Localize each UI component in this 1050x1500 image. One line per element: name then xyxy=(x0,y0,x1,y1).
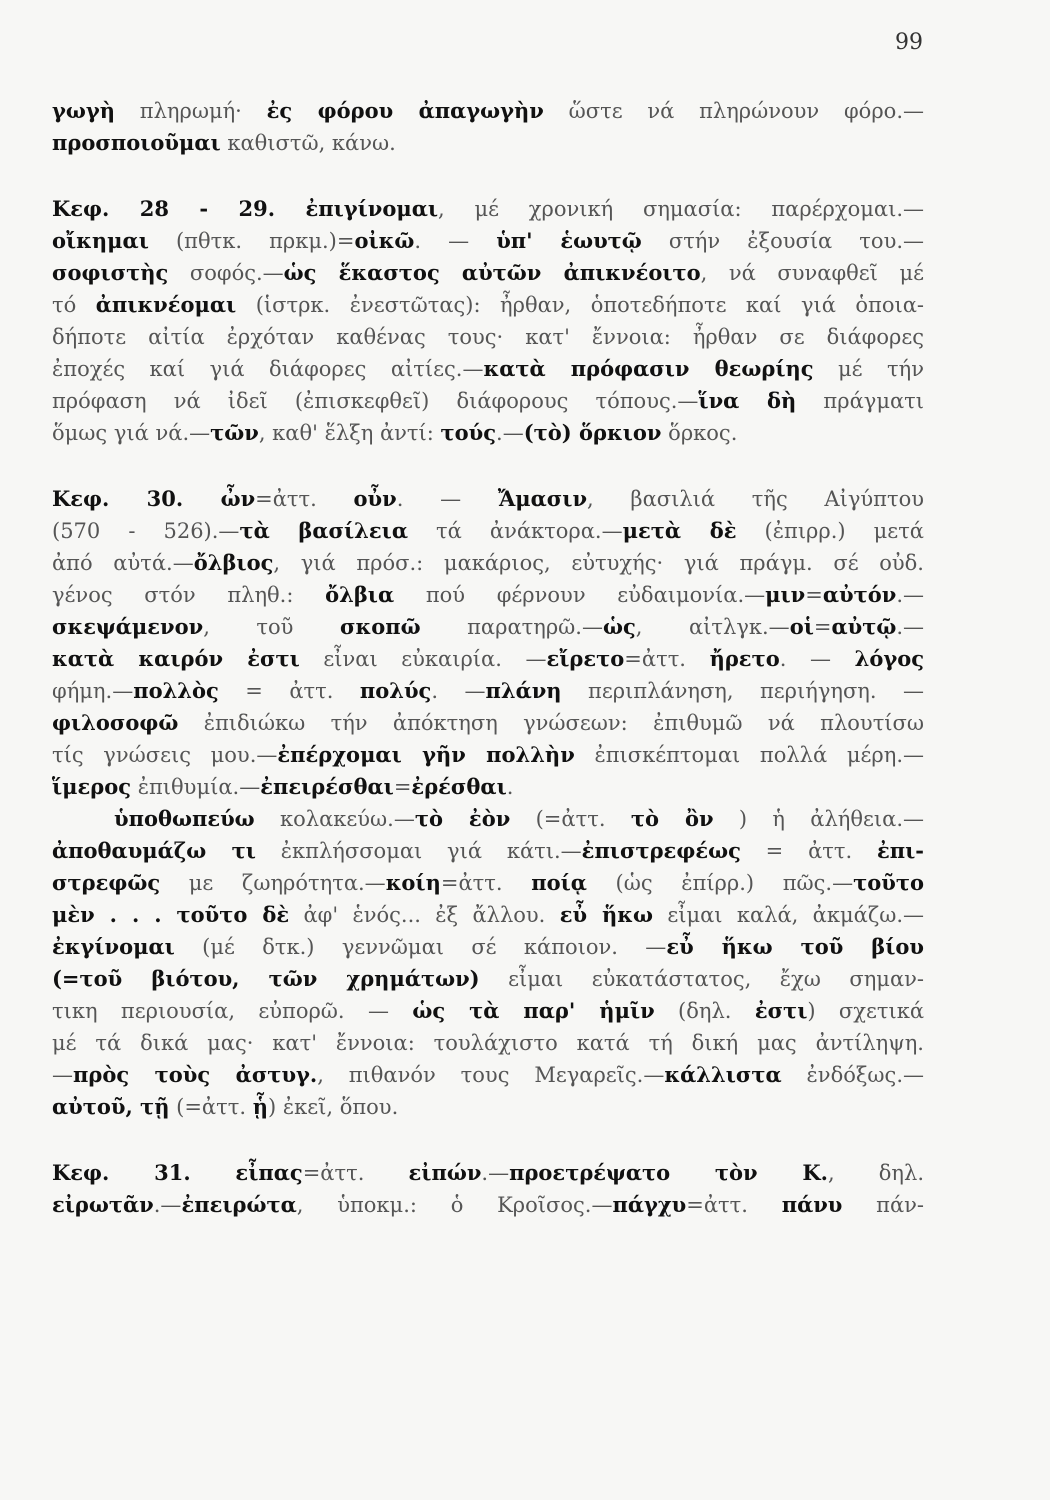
gloss-text: ἐπισκέπτομαι πολλά μέρη.— xyxy=(574,743,924,767)
gloss-text: (ἐπιρρ.) μετά xyxy=(736,519,924,543)
gloss-text: περιπλάνηση, περιήγηση. — xyxy=(561,679,924,703)
greek-term: ἐρέσθαι xyxy=(411,774,507,799)
greek-term: ὑπ' ἑωυτῷ xyxy=(496,228,642,253)
gloss-text: , δηλ. xyxy=(827,1161,924,1185)
gloss-text: , γιά πρόσ.: μακάριος, εὐτυχής· γιά πράγμ. σέ οὐδ. xyxy=(273,551,924,575)
page-number: 99 xyxy=(895,30,923,55)
greek-term: γωγὴ xyxy=(52,98,115,123)
text-line xyxy=(52,257,924,289)
gloss-text: (μέ δτκ.) γεννῶμαι σέ κάποιον. — xyxy=(174,935,667,959)
greek-term: τὸ ὂν xyxy=(630,806,714,831)
gloss-text: μέ τήν xyxy=(813,357,924,381)
gloss-text: στήν ἐξουσία του.— xyxy=(641,229,924,253)
gloss-text: . — xyxy=(414,229,497,253)
greek-term: Κεφ. 28 - 29. ἐπιγίνομαι xyxy=(52,196,439,221)
text-line xyxy=(52,353,924,385)
gloss-text: ) σχετικά xyxy=(807,999,924,1023)
greek-term: ὡς xyxy=(602,614,636,639)
text-line xyxy=(52,547,924,579)
text-line xyxy=(52,707,924,739)
greek-term: αὐτόν xyxy=(822,582,897,607)
gloss-text: ἐπιδιώκω τήν ἀπόκτηση γνώσεων: ἐπιθυμῶ νά πλουτίσω xyxy=(178,711,924,735)
gloss-text: πληρωμή· xyxy=(115,99,267,123)
greek-term: τούς xyxy=(440,420,497,445)
gloss-text: (δηλ. xyxy=(654,999,755,1023)
gloss-text: , αἰτλγκ.— xyxy=(635,615,790,639)
greek-term: Ἄμασιν xyxy=(497,486,588,511)
text-line xyxy=(52,739,924,771)
gloss-text: (ἱστρκ. ἐνεστῶτας): ἦρθαν, ὁποτεδήποτε καί γιά ὁποια- xyxy=(236,293,924,317)
gloss-text: ἀπό αὐτά.— xyxy=(52,551,194,575)
text-line xyxy=(52,675,924,707)
gloss-text: με ζωηρότητα.— xyxy=(160,871,386,895)
greek-term: ἀποθαυμάζω τι xyxy=(52,838,256,863)
text-line xyxy=(52,835,924,867)
gloss-text: .— xyxy=(896,583,924,607)
gloss-text: , μέ χρονική σημασία: παρέρχομαι.— xyxy=(438,197,924,221)
text-line xyxy=(52,193,924,225)
greek-term: πολλὸς xyxy=(133,678,219,703)
text-line xyxy=(52,95,924,127)
text-line xyxy=(52,1189,924,1221)
greek-term: σοφιστὴς xyxy=(52,260,169,285)
greek-term: Κεφ. 30. ὦν xyxy=(52,486,256,511)
text-line xyxy=(52,931,924,963)
gloss-text: σοφός.— xyxy=(168,261,284,285)
greek-term: μιν xyxy=(765,582,806,607)
gloss-text: ) ἐκεῖ, ὅπου. xyxy=(267,1095,399,1119)
greek-term: ἐπειρέσθαι xyxy=(260,774,394,799)
gloss-text: τίς γνώσεις μου.— xyxy=(52,743,278,767)
gloss-text: ἐποχές καί γιά διάφορες αἰτίες.— xyxy=(52,357,484,381)
greek-term: κατὰ καιρόν ἐστι xyxy=(52,646,300,671)
text-line xyxy=(52,579,924,611)
gloss-text: παρατηρῶ.— xyxy=(420,615,603,639)
text-line xyxy=(52,483,924,515)
greek-term: ἐκγίνομαι xyxy=(52,934,175,959)
text-line xyxy=(52,417,924,449)
greek-term: (τὸ) ὅρκιον xyxy=(523,420,662,445)
gloss-text: ἐνδόξως.— xyxy=(781,1063,924,1087)
text-line xyxy=(52,643,924,675)
text-line xyxy=(52,321,924,353)
greek-term: ὄλβια xyxy=(325,582,395,607)
greek-term: εὖ ἥκω xyxy=(559,902,654,927)
text-line xyxy=(52,289,924,321)
greek-term: οἴκημαι xyxy=(52,228,149,253)
gloss-text: μέ τά δικά μας· κατ' ἔννοια: τουλάχιστο κατά τή δική μας ἀντίληψη. xyxy=(52,1031,924,1055)
greek-term: κατὰ πρόφασιν θεωρίης xyxy=(483,356,814,381)
gloss-text: =ἀττ. xyxy=(624,647,710,671)
greek-term: ἐς φόρου ἀπαγωγὴν xyxy=(266,98,544,123)
text-line xyxy=(52,803,924,835)
greek-term: ὑποθωπεύω xyxy=(114,806,255,831)
greek-term: εἰρωτᾶν xyxy=(52,1192,154,1217)
gloss-text: .— xyxy=(896,615,924,639)
greek-term: φιλοσοφῶ xyxy=(52,710,179,735)
gloss-text: ἐκπλήσσομαι γιά κάτι.— xyxy=(255,839,582,863)
text-line xyxy=(52,1091,924,1123)
section-gap xyxy=(52,449,924,483)
gloss-text: =ἀττ. xyxy=(255,487,354,511)
greek-term: αὐτῷ xyxy=(831,614,897,639)
greek-term: μὲν . . . τοῦτο δὲ xyxy=(52,902,290,927)
gloss-text: ὅρκος. xyxy=(661,421,738,445)
gloss-text: = ἀττ. xyxy=(740,839,877,863)
greek-term: ᾗ xyxy=(252,1094,268,1119)
gloss-text: =ἀττ. xyxy=(302,1161,409,1185)
gloss-text: , πιθανόν τους Μεγαρεῖς.— xyxy=(317,1063,665,1087)
gloss-text: ὅμως γιά νά.— xyxy=(52,421,211,445)
gloss-text: (=ἀττ. xyxy=(510,807,631,831)
gloss-text: = xyxy=(805,583,823,607)
text-line xyxy=(52,963,924,995)
gloss-text: (πθτκ. πρκμ.)= xyxy=(148,229,355,253)
gloss-text: = xyxy=(393,775,412,799)
page-text xyxy=(52,95,924,1221)
gloss-text: φήμη.— xyxy=(52,679,134,703)
gloss-text: εἶμαι καλά, ἀκμάζω.— xyxy=(653,903,924,927)
greek-term: στρεφῶς xyxy=(52,870,161,895)
gloss-text: (570 - 526).— xyxy=(52,519,240,543)
greek-term: ὡς τὰ παρ' ἡμῖν xyxy=(412,998,655,1023)
text-line xyxy=(52,867,924,899)
gloss-text: ) ἡ ἀλήθεια.— xyxy=(713,807,924,831)
gloss-text: κολακεύω.— xyxy=(254,807,415,831)
section-gap xyxy=(52,159,924,193)
greek-term: ἤρετο xyxy=(709,646,780,671)
gloss-text: , καθ' ἕλξη ἀντί: xyxy=(258,421,441,445)
gloss-text: τά ἀνάκτορα.— xyxy=(407,519,623,543)
greek-term: ὄλβιος xyxy=(193,550,274,575)
text-line xyxy=(52,385,924,417)
greek-term: πρὸς τοὺς ἀστυγ. xyxy=(73,1062,318,1087)
greek-term: εἰπών xyxy=(408,1160,482,1185)
greek-term: σκεψάμενον xyxy=(52,614,204,639)
gloss-text: , νά συναφθεῖ μέ xyxy=(700,261,924,285)
greek-term: πολύς xyxy=(359,678,432,703)
gloss-text: πράγματι xyxy=(796,389,924,413)
greek-term: κάλλιστα xyxy=(664,1062,782,1087)
greek-term: αὐτοῦ, τῇ xyxy=(52,1094,170,1119)
gloss-text: δήποτε αἰτία ἐρχόταν καθένας τους· κατ' ἔννοια: ἦρθαν σε διάφορες xyxy=(52,325,924,349)
gloss-text: τό xyxy=(52,293,96,317)
text-line xyxy=(52,1059,924,1091)
greek-term: πάνυ xyxy=(781,1192,843,1217)
greek-term: προσποιοῦμαι xyxy=(52,130,221,155)
greek-term: ποίᾳ xyxy=(531,870,587,895)
gloss-text: , τοῦ xyxy=(203,615,340,639)
greek-term: ἐστι xyxy=(754,998,808,1023)
gloss-text: . — xyxy=(779,647,855,671)
greek-term: τοῦτο xyxy=(853,870,924,895)
gloss-text: εἶμαι εὐκατάστατος, ἔχω σημαν- xyxy=(479,967,924,991)
gloss-text: .— xyxy=(496,421,524,445)
gloss-text: . — xyxy=(396,487,498,511)
greek-term: τὰ βασίλεια xyxy=(239,518,408,543)
greek-term: λόγος xyxy=(854,646,924,671)
greek-term: εὖ ἥκω τοῦ βίου xyxy=(666,934,924,959)
greek-term: οἱ xyxy=(789,614,814,639)
gloss-text: , ὑποκμ.: ὁ Κροῖσος.— xyxy=(296,1193,613,1217)
gloss-text: =ἀττ. xyxy=(440,871,532,895)
gloss-text: τικη περιουσία, εὐπορῶ. — xyxy=(52,999,413,1023)
greek-term: προετρέψατο τὸν Κ. xyxy=(509,1160,828,1185)
greek-term: τὸ ἐὸν xyxy=(414,806,511,831)
gloss-text: — xyxy=(52,1063,73,1087)
greek-term: ἐπειρώτα xyxy=(181,1192,297,1217)
greek-term: κοίη xyxy=(385,870,441,895)
greek-term: Κεφ. 31. εἶπας xyxy=(52,1160,303,1185)
gloss-text: . — xyxy=(431,679,486,703)
text-line xyxy=(52,1027,924,1059)
greek-term: τῶν xyxy=(210,420,259,445)
gloss-text: ἀφ' ἑνός... ἐξ ἄλλου. xyxy=(289,903,560,927)
greek-term: σκοπῶ xyxy=(339,614,421,639)
text-line xyxy=(52,127,924,159)
greek-term: οἰκῶ xyxy=(354,228,415,253)
greek-term: ἐπιστρεφέως xyxy=(581,838,741,863)
gloss-text: ἐπιθυμία.— xyxy=(131,775,261,799)
gloss-text: (ὡς ἐπίρρ.) πῶς.— xyxy=(586,871,854,895)
section-gap xyxy=(52,1123,924,1157)
gloss-text: = xyxy=(813,615,832,639)
greek-term: ἵμερος xyxy=(52,774,132,799)
greek-term: μετὰ δὲ xyxy=(622,518,737,543)
gloss-text: πάν- xyxy=(842,1193,924,1217)
gloss-text: εἶναι εὐκαιρία. — xyxy=(299,647,547,671)
greek-term: εἴρετο xyxy=(546,646,625,671)
greek-term: πάγχυ xyxy=(612,1192,687,1217)
text-line xyxy=(52,899,924,931)
greek-term: ἵνα δὴ xyxy=(698,388,797,413)
gloss-text: , βασιλιά τῆς Αἰγύπτου xyxy=(587,487,924,511)
gloss-text: .— xyxy=(153,1193,182,1217)
text-line xyxy=(52,225,924,257)
gloss-text: =ἀττ. xyxy=(686,1193,782,1217)
gloss-text: γένος στόν πληθ.: xyxy=(52,583,326,607)
greek-term: οὖν xyxy=(353,486,397,511)
greek-term: ἐπι- xyxy=(876,838,924,863)
gloss-text: ὥστε νά πληρώνουν φόρο.— xyxy=(543,99,924,123)
text-line xyxy=(52,995,924,1027)
greek-term: πλάνη xyxy=(485,678,562,703)
greek-term: ὡς ἕκαστος αὐτῶν ἀπικνέοιτο xyxy=(283,260,701,285)
text-line xyxy=(52,515,924,547)
text-line xyxy=(52,611,924,643)
gloss-text: .— xyxy=(481,1161,510,1185)
gloss-text: πρόφαση νά ἰδεῖ (ἐπισκεφθεῖ) διάφορους τόπους.— xyxy=(52,389,699,413)
gloss-text: πού φέρνουν εὐδαιμονία.— xyxy=(394,583,766,607)
greek-term: (=τοῦ βιότου, τῶν χρημάτων) xyxy=(52,966,480,991)
greek-term: ἐπέρχομαι γῆν πολλὴν xyxy=(277,742,575,767)
text-line xyxy=(52,771,924,803)
gloss-text: (=ἀττ. xyxy=(169,1095,253,1119)
gloss-text: . xyxy=(506,775,514,799)
gloss-text: = ἀττ. xyxy=(218,679,360,703)
gloss-text: καθιστῶ, κάνω. xyxy=(220,131,396,155)
text-line xyxy=(52,1157,924,1189)
greek-term: ἀπικνέομαι xyxy=(95,292,237,317)
